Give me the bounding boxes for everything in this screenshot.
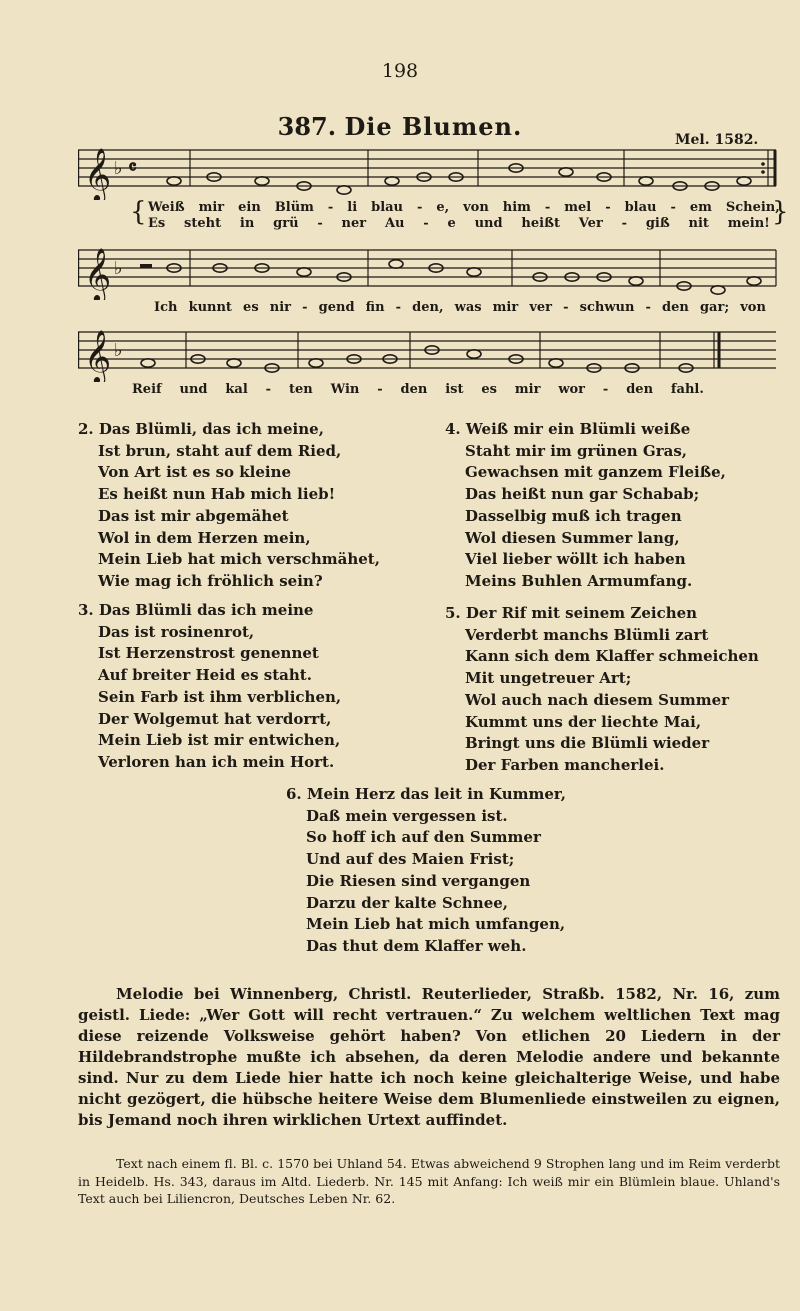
verse-line: Von Art ist es so kleine (98, 463, 292, 482)
lyric: mir (198, 200, 225, 215)
commentary-paragraph (78, 984, 780, 1131)
brace-right: } (772, 197, 789, 227)
lyric: Ich (154, 300, 178, 315)
verse-line: Der Wolgemut hat verdorrt, (98, 709, 332, 728)
stanza-number: 5. (445, 604, 461, 622)
verse-line: Mein Herz das leit in Kummer, (306, 785, 566, 803)
verse-line: Das thut dem Klaffer weh. (306, 936, 527, 955)
lyric: mel (564, 200, 592, 215)
lyric: Ver (578, 216, 603, 231)
page-number: 198 (381, 60, 419, 82)
verse-line: Kummt uns der liechte Mai, (465, 712, 702, 731)
verse-line: Es heißt nun Hab mich lieb! (98, 485, 336, 504)
verse-line: Darzu der kalte Schnee, (306, 893, 509, 912)
verse-line: Sein Farb ist ihm verblichen, (98, 687, 342, 706)
lyric: den (662, 300, 689, 315)
stanza-3 (78, 600, 341, 774)
lyric: Es (148, 216, 166, 231)
lyric: heißt (521, 216, 560, 231)
svg-text:♭: ♭ (114, 258, 123, 279)
verse-line: Wol in dem Herzen mein, (98, 528, 311, 547)
lyric: ten (288, 382, 313, 397)
lyric: blau (371, 200, 404, 215)
lyric: - (563, 300, 569, 315)
verse-line: Das ist rosinenrot, (98, 622, 255, 641)
verse-line: Der Farben mancherlei. (465, 755, 665, 774)
music-staff-2 (78, 240, 778, 300)
verse-line: Mein Lieb ist mir entwichen, (98, 731, 341, 750)
lyric: Reif (132, 382, 162, 397)
lyric: - (645, 300, 651, 315)
verse-line: Daß mein vergessen ist. (306, 806, 508, 825)
verse-line: Wie mag ich fröhlich sein? (98, 571, 323, 590)
lyric: den (626, 382, 654, 397)
lyric: blau (624, 200, 657, 215)
verse-line: Verderbt manchs Blümli zart (465, 625, 709, 644)
verse-line: Bringt uns die Blümli wieder (465, 734, 710, 753)
stanza-4 (445, 419, 726, 593)
verse-line: Das ist mir abgemähet (98, 506, 289, 525)
stanza-number: 4. (445, 420, 461, 438)
verse-line: Wol diesen Summer lang, (465, 528, 680, 547)
svg-text:♭: ♭ (114, 158, 123, 179)
lyric: mir (514, 382, 541, 397)
verse-line: Mein Lieb hat mich verschmähet, (98, 550, 380, 569)
stanza-2 (78, 419, 380, 593)
stanza-number: 6. (286, 785, 302, 803)
lyric: - (605, 200, 611, 215)
lyric: Win (330, 382, 360, 397)
lyric: - (395, 300, 402, 315)
lyric: kal (225, 382, 248, 397)
lyric: gar; (699, 300, 730, 315)
verse-line: Weiß mir ein Blümli weiße (465, 420, 691, 438)
svg-text:𝄞: 𝄞 (84, 247, 112, 300)
lyric: in (239, 216, 255, 231)
lyric: es (243, 300, 259, 315)
lyric: li (347, 200, 358, 215)
staff1-lyrics-line-a (148, 200, 780, 215)
lyric: von (463, 200, 489, 215)
verse-line: Der Rif mit seinem Zeichen (465, 604, 698, 622)
verse-line: Ist brun, staht auf dem Ried, (98, 441, 342, 460)
lyric: gend (318, 300, 355, 315)
lyric: - (265, 382, 272, 397)
svg-text:𝄞: 𝄞 (84, 329, 112, 382)
lyric: ein (238, 200, 261, 215)
lyric: - (423, 216, 429, 231)
svg-text:𝄴: 𝄴 (128, 155, 137, 179)
verse-line: Meins Buhlen Armumfang. (465, 571, 693, 590)
verse-line: Die Riesen sind vergangen (306, 871, 531, 890)
lyric: - (327, 200, 334, 215)
lyric: e, (436, 200, 450, 215)
lyric: den (400, 382, 428, 397)
lyric: - (377, 382, 383, 397)
verse-line: So hoff ich auf den Summer (306, 828, 541, 847)
stanza-number: 3. (78, 601, 94, 619)
lyric: - (544, 200, 551, 215)
lyric: was (454, 300, 482, 315)
stanza-6 (286, 784, 566, 958)
lyric: - (416, 200, 423, 215)
lyric: grü (273, 216, 299, 231)
verse-line: Verloren han ich mein Hort. (98, 752, 335, 771)
stanza-5 (445, 603, 759, 777)
lyric: mir (492, 300, 519, 315)
lyric: em (689, 200, 712, 215)
lyric: - (317, 216, 323, 231)
staff3-lyrics (132, 382, 704, 397)
lyric: fin (365, 300, 385, 315)
verse-line: Staht mir im grünen Gras, (465, 441, 687, 460)
staff1-lyrics-line-b (148, 216, 770, 231)
lyric: steht (184, 216, 222, 231)
lyric: nit (688, 216, 709, 231)
brace-left: { (130, 197, 147, 227)
lyric: und (179, 382, 208, 397)
verse-line: Mein Lieb hat mich umfangen, (306, 915, 566, 934)
svg-text:♭: ♭ (114, 340, 123, 361)
lyric: kunnt (188, 300, 232, 315)
lyric: und (474, 216, 503, 231)
lyric: - (621, 216, 628, 231)
melody-reference: Mel. 1582. (675, 132, 759, 148)
lyric: den, (412, 300, 444, 315)
lyric: ner (341, 216, 367, 231)
verse-line: Mit ungetreuer Art; (465, 669, 632, 688)
verse-line: Kann sich dem Klaffer schmeichen (465, 647, 759, 666)
stanza-number: 2. (78, 420, 94, 438)
commentary-text: Melodie bei Winnenberg, Christl. Reuterlieder, Straßb. 1582, Nr. 16, zum geistl. Liede: „Wer Gott will recht vertrauen.“ Zu welchem weltlichen Text mag diese reizende Volksweise gehört haben? Von etlichen 20 Liedern in der Hildebrandstrophe mußte ich absehen, da deren Melodie andere und bekannte sind. Nur zu dem Liede hier hatte ich noch keine gleichalterige Weise, und habe nicht gezögert, die hübsche heitere Weise dem Blumenliede einstweilen zu eignen, bis Jemand noch ihren wirklichen Urtext auffindet. (78, 985, 780, 1129)
staff2-lyrics (154, 300, 766, 315)
lyric: mein! (727, 216, 770, 231)
lyric: Schein, (725, 200, 780, 215)
verse-line: Das Blümli das ich meine (98, 601, 314, 619)
lyric: - (670, 200, 676, 215)
lyric: - (302, 300, 308, 315)
music-staff-1 (78, 140, 778, 200)
verse-line: Das Blümli, das ich meine, (98, 420, 324, 438)
verse-line: Wol auch nach diesem Summer (465, 690, 730, 709)
lyric: giß (645, 216, 670, 231)
verse-line: Dasselbig muß ich tragen (465, 506, 682, 525)
lyric: nir (269, 300, 291, 315)
lyric: schwun (579, 300, 635, 315)
lyric: von (740, 300, 766, 315)
footnote-text: Text nach einem fl. Bl. c. 1570 bei Uhland 54. Etwas abweichend 9 Strophen lang und im Reim verderbt in Heidelb. Hs. 343, daraus im Altd. Liederb. Nr. 145 mit Anfang: Ich weiß mir ein Blümlein blaue. Uhland's Text auch bei Liliencron, Deutsches Leben Nr. 62. (78, 1156, 780, 1206)
lyric: him (502, 200, 531, 215)
verse-line: Viel lieber wöllt ich haben (465, 550, 686, 569)
lyric: Blüm (274, 200, 314, 215)
lyric: ist (445, 382, 464, 397)
svg-text:𝄞: 𝄞 (84, 147, 112, 200)
verse-line: Und auf des Maien Frist; (306, 850, 515, 869)
music-staff-3 (78, 322, 778, 382)
lyric: Weiß (148, 200, 185, 215)
lyric: Au (384, 216, 405, 231)
lyric: - (602, 382, 609, 397)
verse-line: Das heißt nun gar Schabab; (465, 485, 700, 504)
song-number: 387. (277, 112, 337, 141)
song-title-text: Die Blumen. (344, 112, 523, 141)
lyric: fahl. (670, 382, 704, 397)
lyric: ver (529, 300, 553, 315)
source-footnote (78, 1155, 780, 1208)
lyric: es (481, 382, 497, 397)
lyric: wor (558, 382, 586, 397)
verse-line: Ist Herzenstrost genennet (98, 644, 319, 663)
verse-line: Auf breiter Heid es staht. (98, 666, 312, 685)
lyric: e (447, 216, 456, 231)
verse-line: Gewachsen mit ganzem Fleiße, (465, 463, 726, 482)
